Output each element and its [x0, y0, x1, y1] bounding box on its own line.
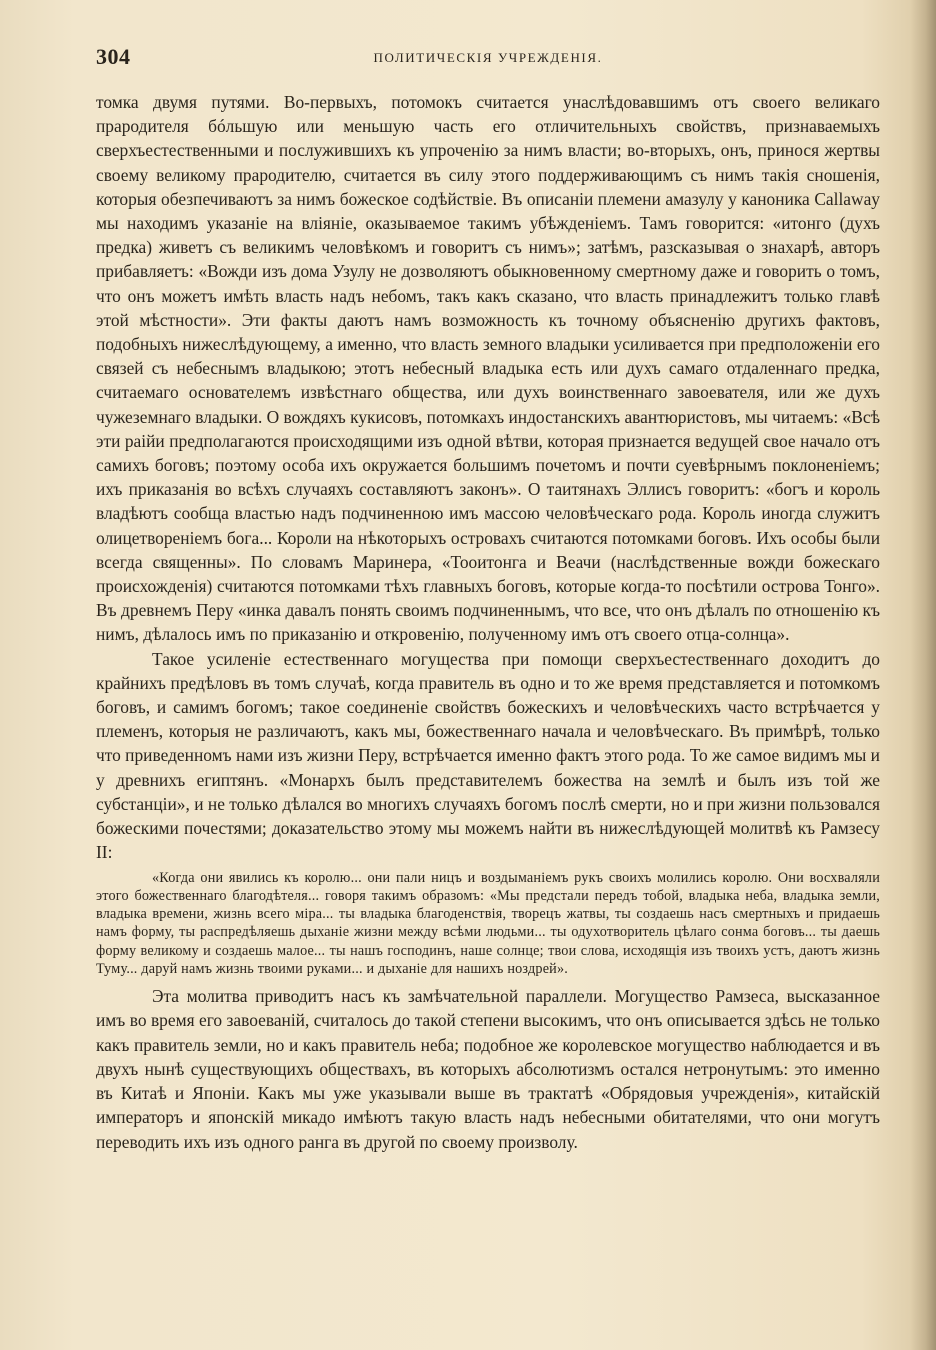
running-title: ПОЛИТИЧЕСКІЯ УЧРЕЖДЕНІЯ. [373, 50, 603, 65]
paragraph-continued: томка двумя путями. Во-первыхъ, потомокъ считается унаслѣдовавшимъ отъ своего великаго прародителя бóльшую или меньшую часть его отличительныхъ свойствъ, признаваемыхъ сверхъестественными и послужившихъ къ упроченію за нимъ власти; во-вторыхъ, онъ, принося жертвы своему великому прародителю, считается въ силу этого поддерживающимъ съ нимъ такія сношенія, которыя обезпечиваютъ за нимъ божеское содѣйствіе. Въ описаніи племени амазулу у каноника Callaway мы находимъ указаніе на вліяніе, оказываемое такимъ убѣжденіемъ. Тамъ говорится: «итонго (духъ предка) живетъ съ великимъ человѣкомъ и говоритъ съ нимъ»; затѣмъ, разсказывая о знахарѣ, авторъ прибавляетъ: «Вожди изъ дома Узулу не дозволяютъ обыкновенному смертному даже и говорить о томъ, что онъ можетъ имѣть власть надъ небомъ, такъ какъ сказано, что власть принадлежитъ только главѣ этой мѣстности». Эти факты даютъ намъ возможность къ точному объясненію другихъ фактовъ, подобныхъ нижеслѣдующему, а именно, что власть земного владыки усиливается при предположеніи его связей съ небеснымъ владыкою; этотъ небесный владыка есть или духъ самаго отдаленнаго предка, считаемаго основателемъ извѣстнаго общества, или духъ воинственнаго завоевателя, или же духъ чужеземнаго владыки. О вождяхъ кукисовъ, потомкахъ индостанскихъ авантюристовъ, мы читаемъ: «Всѣ эти раійи предполагаются происходящими изъ одной вѣтви, которая признается ведущей свое начало отъ самихъ боговъ; поэтому особа ихъ окружается большимъ почетомъ и почти суевѣрнымъ поклоненіемъ; ихъ приказанія во всѣхъ случаяхъ составляютъ законъ». О таитянахъ Эллисъ говоритъ: «богъ и король владѣютъ сообща властью надъ подчиненною имъ массою человѣческаго рода. Король иногда служитъ олицетвореніемъ бога... Короли на нѣкоторыхъ островахъ считаются потомками боговъ. Ихъ особы были всегда священны». По словамъ Маринера, «Тооитонга и Веачи (наслѣдственные вожди божескаго происхожденія) считаются потомками тѣхъ главныхъ боговъ, которые когда-то посѣтили острова Тонго». Въ древнемъ Перу «инка давалъ понять своимъ подчиненнымъ, что все, что онъ дѣлалъ по отношенію къ нимъ, дѣлалось имъ по приказанію и откровенію, полученному имъ отъ своего отца-солнца». [96, 92, 881, 645]
page-edge-shadow [910, 0, 936, 1350]
quotation-block: «Когда они явились къ королю... они пали ницъ и воздыманіемъ рукъ своихъ молились королю. Они восхваляли этого божественнаго благодѣтеля... говоря такимъ образомъ: «Мы предстали передъ тобой, владыка неба, владыка земли, владыка времени, жизнь всего міра... ты владыка благоденствія, творецъ жатвы, ты создаешь насъ смертныхъ и придаешь намъ форму, ты распредѣляешь дыханіе жизни между всѣми людьми... ты одухотворитель цѣлаго сонма боговъ... ты даешь форму великому и создаешь малое... ты нашъ господинъ, наше солнце; твои слова, исходящія изъ твоихъ устъ, даютъ жизнь Туму... даруй намъ жизнь твоими руками... и дыханіе для нашихъ ноздрей». [96, 869, 880, 977]
page-number: 304 [96, 44, 131, 69]
paragraph: Такое усиленіе естественнаго могущества при помощи сверхъестественнаго доходитъ до крайнихъ предѣловъ въ томъ случаѣ, когда правитель въ одно и то же время представляется и потомкомъ боговъ, и самимъ богомъ; такое соединеніе свойствъ божескихъ и человѣческихъ часто встрѣчается у племенъ, которыя не различаютъ, какъ мы, божественнаго начала и человѣческаго. Въ примѣрѣ, только что приведенномъ нами изъ жизни Перу, встрѣчается именно фактъ этого рода. То же самое видимъ мы и у древнихъ египтянъ. «Монархъ былъ представителемъ божества на землѣ и былъ изъ той же субстанціи», и не только дѣлался во многихъ случаяхъ богомъ послѣ смерти, но и при жизни пользовался божескими почестями; доказательство этому мы можемъ найти въ нижеслѣдующей молитвѣ къ Рамзесу II: [96, 648, 880, 863]
page-body [96, 90, 880, 1154]
paragraph-final: Эта молитва приводитъ насъ къ замѣчательной параллели. Могущество Рамзеса, высказанное имъ во время его завоеваній, считалось до такой степени высокимъ, что онъ описывается здѣсь не только какъ правитель земли, но и какъ правитель неба; подобное же королевское могущество наблюдается и въ двухъ нынѣ существующихъ обществахъ, въ которыхъ абсолютизмъ остался нетронутымъ: это именно въ Китаѣ и Японіи. Какъ мы уже указывали выше въ трактатѣ «Обрядовыя учрежденія», китайскій императоръ и японскій микадо имѣютъ такую власть надъ небесными обитателями, что они могутъ переводить ихъ изъ одного ранга въ другой по своему произволу. [96, 986, 880, 1152]
page-header [96, 44, 880, 74]
